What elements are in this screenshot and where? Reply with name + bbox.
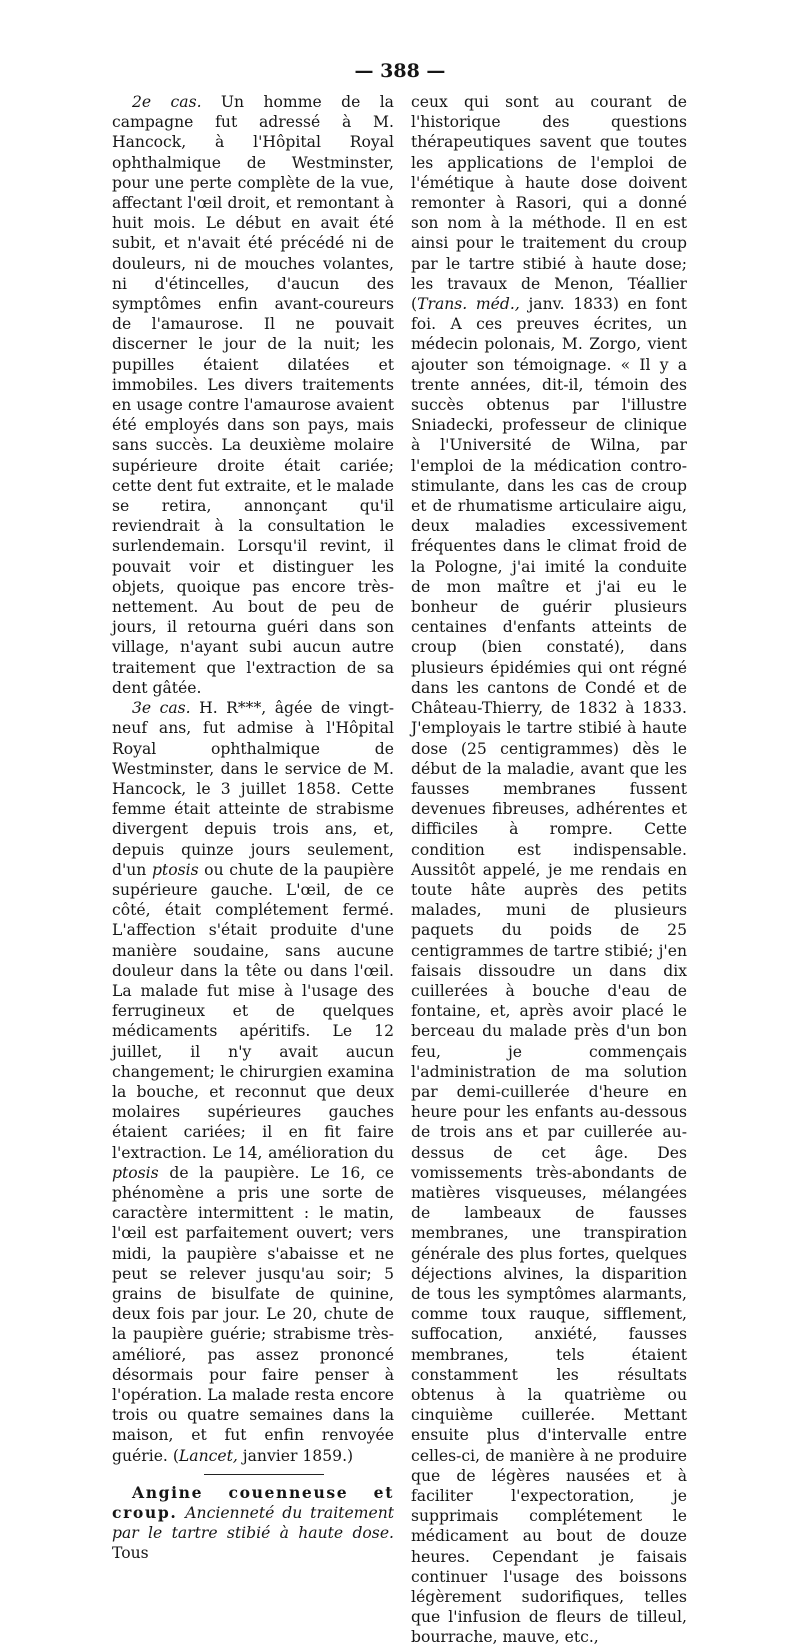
case-3-text-4: janvier 1859.) [237,1446,354,1465]
section-title: Angine couenneuse et croup. [112,1482,394,1523]
case-2-paragraph [112,92,394,698]
case-3-text-3: de la paupière. Le 16, ce phénomène a pris une sorte de caractère intermittent : le matin, l'œil est parfaitement ouvert; vers midi, la paupière s'abaisse et ne peut se relever jusqu'au soir; 5 grains de bisulfate de quinine, deux fois par jour. Le 20, chute de la paupière guérie; strabisme très-amélioré, pas assez prononcé désormais pour faire penser à l'opération. La malade resta encore trois ou quatre semaines dans la maison, et fut enfin renvoyée guérie. ( [112,1163,394,1465]
case-3-label: 3e cas. [132,699,191,718]
croup-paragraph [411,92,687,1648]
left-column [112,92,394,1564]
page-number: — 388 — [354,60,446,82]
trans-med-source: Trans. méd., [417,295,520,314]
section-paragraph [112,1483,394,1564]
case-2-label: 2e cas. [132,93,202,111]
ptosis-term-1: ptosis [151,860,199,879]
ptosis-term-2: ptosis [112,1163,159,1182]
lancet-source: Lancet, [178,1446,238,1465]
section-start-text: Tous [112,1544,149,1563]
case-2-text: Un homme de la campagne fut adressé à M. Hancock, à l'Hôpital Royal ophthalmique de Westminster, pour une perte complète de la vue, affectant l'œil droit, et remontant à huit mois. Le début en avait été subit, et n'avait été précédé ni de douleurs, ni de mouches volantes, ni d'étincelles, d'aucun des symptômes enfin avant-coureurs de l'amaurose. Il ne pouvait discerner le jour de la nuit; les pupilles étaient dilatées et immobiles. Les divers traitements en usage contre l'amaurose avaient été employés dans son pays, mais sans succès. La deuxième molaire supérieure droite était cariée; cette dent fut extraite, et le malade se retira, annonçant qu'il reviendrait à la consultation le surlendemain. Lorsqu'il revint, il pouvait voir et distinguer les objets, quoique pas encore très-nettement. Au bout de peu de jours, il retourna guéri dans son village, n'ayant subi aucun autre traitement que l'extraction de sa dent gâtée. [112,93,394,697]
croup-text-1: ceux qui sont au courant de l'historique des questions thérapeutiques savent que toutes les applications de l'emploi de l'émétique à haute dose doivent remonter à Rasori, qui a donné son nom à la méthode. Il en est ainsi pour le traitement du croup par le tartre stibié à haute dose; les travaux de Menon, Téallier ( [411,93,687,314]
case-3-text-1: H. R***, âgée de vingt-neuf ans, fut admise à l'Hôpital Royal ophthalmique de Westminster, dans le service de M. Hancock, le 3 juillet 1858. Cette femme était atteinte de strabisme divergent depuis trois ans, et, depuis quinze jours seulement, d'un [112,699,394,879]
case-3-paragraph [112,698,394,1466]
section-divider [204,1474,324,1475]
right-column [411,92,687,1648]
case-3-text-2: ou chute de la paupière supérieure gauche. L'œil, de ce côté, était complétement fermé. L'affection s'était produite d'une manière soudaine, sans aucune douleur dans la tête ou dans l'œil. La malade fut mise à l'usage des ferrugineux et de quelques médicaments apéritifs. Le 12 juillet, il n'y avait aucun changement; le chirurgien examina la bouche, et reconnut que deux molaires supérieures gauches étaient cariées; il en fit faire l'extraction. Le 14, amélioration du [112,860,394,1162]
section-subtitle: Ancienneté du traitement par le tartre stibié à haute dose. [112,1504,394,1543]
croup-text-2: janv. 1833) en font foi. A ces preuves écrites, un médecin polonais, M. Zorgo, vient ajouter son témoignage. « Il y a trente années, dit-il, témoin des succès obtenus par l'illustre Sniadecki, professeur de clinique à l'Université de Wilna, par l'emploi de la médication contro-stimulante, dans les cas de croup et de rhumatisme articulaire aigu, deux maladies excessivement fréquentes dans le climat froid de la Pologne, j'ai imité la conduite de mon maître et j'ai eu le bonheur de guérir plusieurs centaines d'enfants atteints de croup (bien constaté), dans plusieurs épidémies qui ont régné dans les cantons de Condé et de Château-Thierry, de 1832 à 1833. J'employais le tartre stibié à haute dose (25 centigrammes) dès le début de la maladie, avant que les fausses membranes fussent devenues fibreuses, adhérentes et difficiles à rompre. Cette condition est indispensable. Aussitôt appelé, je me rendais en toute hâte auprès des petits malades, muni de plusieurs paquets du poids de 25 centigrammes de tartre stibié; j'en faisais dissoudre un dans dix cuillerées à bouche d'eau de fontaine, et, après avoir placé le berceau du malade près d'un bon feu, je commençais l'administration de ma solution par demi-cuillerée d'heure en heure pour les enfants au-dessous de trois ans et par cuillerée au-dessus de cet âge. Des vomissements très-abondants de matières visqueuses, mélangées de lambeaux de fausses membranes, une transpiration générale des plus fortes, quelques déjections alvines, la disparition de tous les symptômes alarmants, comme toux rauque, sifflement, suffocation, anxiété, fausses membranes, tels étaient constamment les résultats obtenus à la quatrième ou cinquième cuillerée. Mettant ensuite plus d'intervalle entre celles-ci, de manière à ne produire que de légères nausées et à faciliter l'expectoration, je supprimais complétement le médicament au bout de douze heures. Cependant je faisais continuer l'usage des boissons légèrement sudorifiques, telles que l'infusion de fleurs de tilleul, bourrache, mauve, etc., [411,295,687,1647]
